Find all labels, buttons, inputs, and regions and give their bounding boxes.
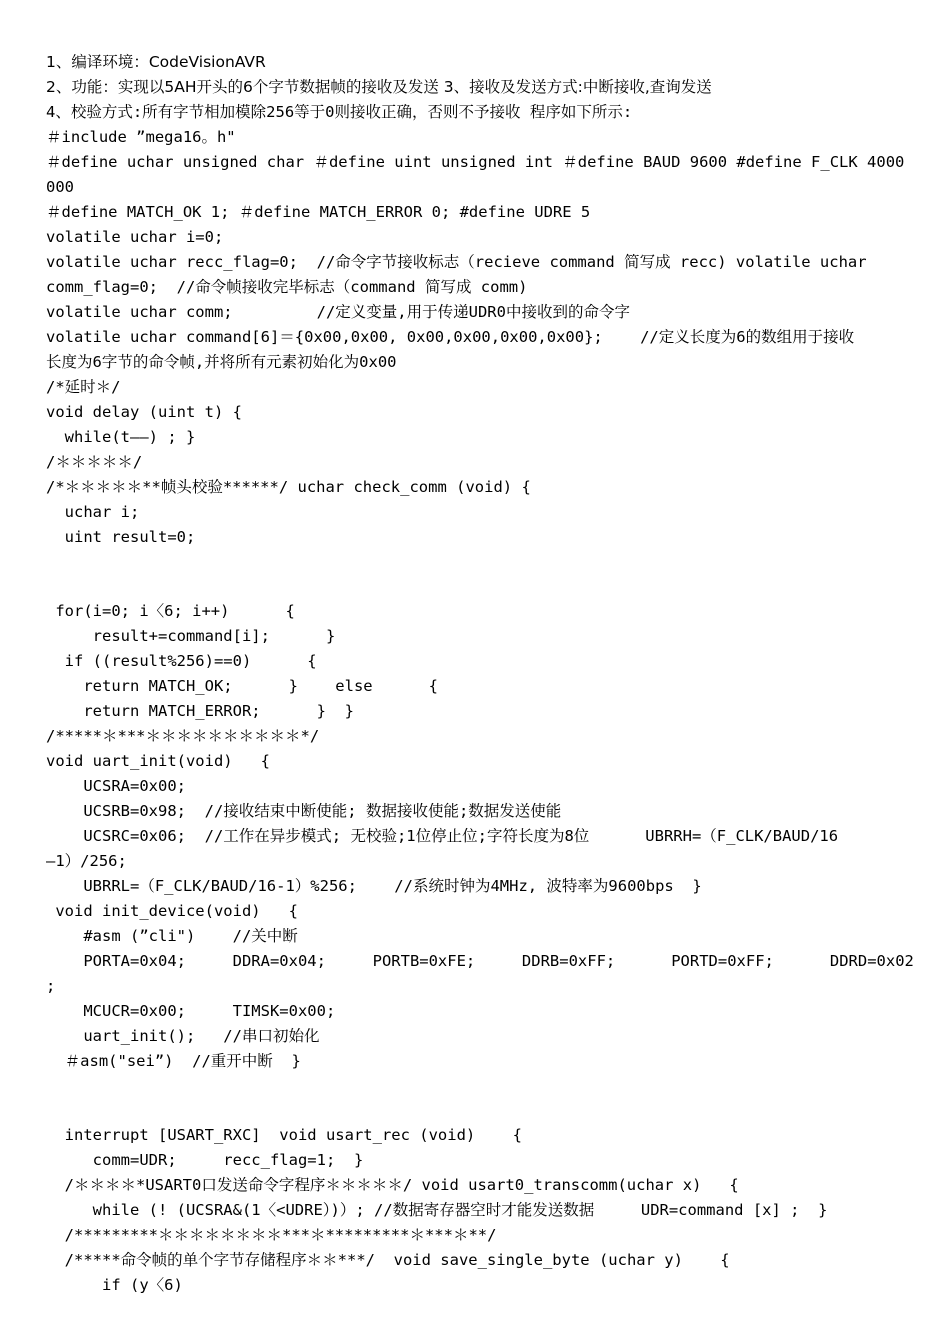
code-line: interrupt [USART_RXC] void usart_rec (void) { (46, 1126, 522, 1144)
code-line: if (y〈6) (46, 1276, 183, 1294)
code-line: UCSRA=0x00; (46, 777, 186, 795)
code-line: return MATCH_OK; } else { (46, 677, 438, 695)
code-line: ＃asm("sei”) //重开中断 } (46, 1052, 301, 1070)
code-line: UCSRB=0x98; //接收结束中断使能; 数据接收使能;数据发送使能 (46, 802, 562, 820)
text-line: 2、功能：实现以5AH开头的6个字节数据帧的接收及发送 3、接收及发送方式:中断接收,查询发送 (46, 78, 712, 96)
code-line: volatile uchar i=0; (46, 228, 224, 246)
code-line: uart_init(); //串口初始化 (46, 1027, 320, 1045)
code-line: volatile uchar command[6]＝{0x00,0x00, 0x00,0x00,0x00,0x00}; //定义长度为6的数组用于接收 (46, 328, 855, 346)
code-line: —1）/256; (46, 852, 127, 870)
code-line: uchar i; (46, 503, 140, 521)
code-line: /*****命令帧的单个字节存储程序＊＊***/ void save_single_byte (uchar y) { (46, 1251, 730, 1269)
code-line: for(i=0; i〈6; i++) { (46, 602, 295, 620)
code-line: void delay (uint t) { (46, 403, 242, 421)
code-line: UCSRC=0x06; //工作在异步模式; 无校验;1位停止位;字符长度为8位 UBRRH=（F_CLK/BAUD/16 (46, 827, 839, 845)
text-line: 1、编译环境：CodeVisionAVR (46, 53, 266, 71)
code-line: ＃include ”mega16。h" (46, 128, 236, 146)
code-line: /*****＊***＊＊＊＊＊＊＊＊＊＊*/ (46, 727, 320, 745)
code-line: MCUCR=0x00; TIMSK=0x00; (46, 1002, 336, 1020)
code-line: /＊＊＊＊＊/ (46, 453, 143, 471)
code-line: void uart_init(void) { (46, 752, 270, 770)
code-line: ; (46, 977, 56, 995)
code-line: UBRRL=（F_CLK/BAUD/16-1）%256; //系统时钟为4MHz, 波特率为9600bps } (46, 877, 702, 895)
code-line: #asm (”cli") //关中断 (46, 927, 298, 945)
code-line: void init_device(void) { (46, 902, 298, 920)
code-line: 长度为6字节的命令帧,并将所有元素初始化为0x00 (46, 353, 397, 371)
code-line: /＊＊＊＊*USART0口发送命令字程序＊＊＊＊＊/ void usart0_transcomm(uchar x) { (46, 1176, 739, 1194)
code-line: ＃define MATCH_OK 1; ＃define MATCH_ERROR 0; #define UDRE 5 (46, 203, 591, 221)
code-line: if ((result%256)==0) { (46, 652, 317, 670)
code-line: volatile uchar comm; //定义变量,用于传递UDR0中接收到的命令字 (46, 303, 630, 321)
code-line: uint result=0; (46, 528, 196, 546)
code-line: 000 (46, 178, 74, 196)
text-line: 4、校验方式:所有字节相加模除256等于0则接收正确，否则不予接收 程序如下所示: (46, 103, 633, 121)
code-line: return MATCH_ERROR; } } (46, 702, 354, 720)
code-line: comm_flag=0; //命令帧接收完毕标志（command 简写成 comm) (46, 278, 528, 296)
code-line: volatile uchar recc_flag=0; //命令字节接收标志（recieve command 简写成 recc) volatile uchar (46, 253, 867, 271)
code-line: result+=command[i]; } (46, 627, 336, 645)
code-line: ＃define uchar unsigned char ＃define uint unsigned int ＃define BAUD 9600 #define F_CLK 4000 (46, 153, 905, 171)
code-line: /*延时＊/ (46, 378, 121, 396)
code-line: /*********＊＊＊＊＊＊＊＊***＊*********＊***＊**/ (46, 1226, 497, 1244)
code-line: PORTA=0x04; DDRA=0x04; PORTB=0xFE; DDRB=0xFF; PORTD=0xFF; DDRD=0x02 (46, 952, 914, 970)
code-line: /*＊＊＊＊＊**帧头校验******/ uchar check_comm (void) { (46, 478, 531, 496)
code-line: while (! (UCSRA&(1〈<UDRE）)）; //数据寄存器空时才能发送数据 UDR=command [x] ; } (46, 1201, 828, 1219)
code-line: while(t——) ; } (46, 428, 196, 446)
code-line: comm=UDR; recc_flag=1; } (46, 1151, 364, 1169)
